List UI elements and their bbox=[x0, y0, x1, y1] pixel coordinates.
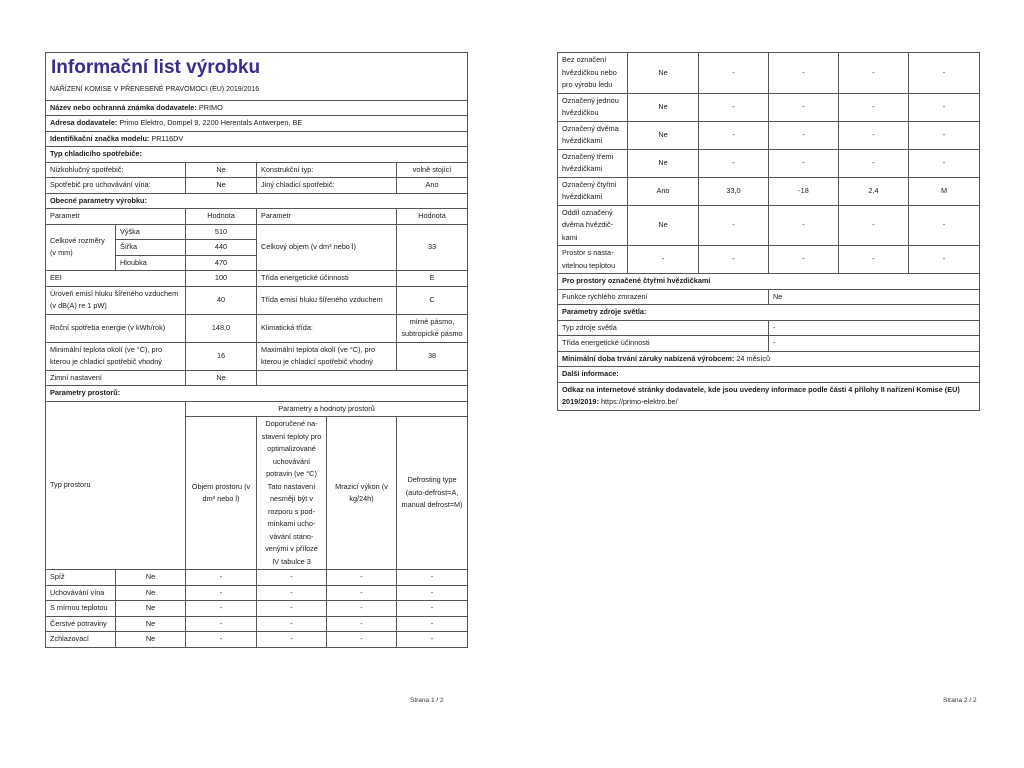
compartment-defrost-header: Defrosting type (auto-defrost=A, manual defrost=M) bbox=[397, 417, 468, 570]
compartment-row bbox=[46, 570, 468, 586]
light-source-header: Parametry zdroje světla: bbox=[558, 305, 980, 321]
eei-label: EEI bbox=[46, 271, 186, 287]
compartment-defrost: - bbox=[397, 585, 468, 601]
compartment-name: Oddíl označený dvěma hvězdičkami bbox=[558, 205, 628, 246]
depth-value: 470 bbox=[186, 255, 257, 271]
supplier-link-label: Odkaz na internetové stránky dodavatele, kde jsou uvedeny informace podle části 4 přílohy II nařízení Komise (EU) 2019/2019: bbox=[562, 384, 960, 406]
supplier-link[interactable]: https://primo-elektro.be/ bbox=[600, 397, 678, 406]
compartment-volume: - bbox=[699, 246, 769, 274]
supplier-value: PRIMO bbox=[198, 102, 223, 112]
param-col-header-right: Parametr bbox=[257, 209, 397, 225]
compartment-temp: - bbox=[257, 616, 327, 632]
light-type-value: - bbox=[769, 320, 980, 336]
compartment-freeze: - bbox=[839, 205, 909, 246]
four-star-header: Pro prostory označené čtyřmi hvězdičkami bbox=[558, 274, 980, 290]
compartment-name: Uchovávání vína bbox=[46, 585, 116, 601]
compartment-row bbox=[46, 616, 468, 632]
dimensions-label: Celkové rozměry (v mm) bbox=[46, 224, 116, 271]
wine-value: Ne bbox=[186, 178, 257, 194]
compartment-present: Ne bbox=[628, 149, 699, 177]
light-type-label: Typ zdroje světla bbox=[558, 320, 769, 336]
compartment-freeze-header: Mrazicí výkon (v kg/24h) bbox=[327, 417, 397, 570]
compartment-defrost: - bbox=[909, 205, 980, 246]
noise-value: 40 bbox=[186, 286, 257, 314]
address-row bbox=[46, 116, 468, 132]
compartment-volume: - bbox=[186, 601, 257, 617]
compartment-row bbox=[46, 585, 468, 601]
compartment-row bbox=[558, 93, 980, 121]
compartment-temp: - bbox=[257, 585, 327, 601]
compartment-present: Ne bbox=[628, 205, 699, 246]
model-value: PR116DV bbox=[151, 133, 184, 143]
total-volume-label: Celkový objem (v dm³ nebo l) bbox=[257, 224, 397, 271]
compartment-volume-header: Objem prostoru (v dm³ nebo l) bbox=[186, 417, 257, 570]
compartment-row bbox=[558, 149, 980, 177]
compartment-freeze: - bbox=[839, 121, 909, 149]
compartment-freeze: - bbox=[839, 93, 909, 121]
compartment-freeze: - bbox=[327, 585, 397, 601]
compartment-present: Ne bbox=[116, 585, 186, 601]
address-label: Adresa dodavatele: bbox=[50, 118, 118, 127]
compartment-present: Ne bbox=[116, 601, 186, 617]
compartment-params-header: Parametry a hodnoty prostorů bbox=[186, 401, 468, 417]
sheet-page-1 bbox=[45, 52, 467, 648]
compartment-volume: - bbox=[699, 205, 769, 246]
compartment-row bbox=[558, 205, 980, 246]
energy-class-value: E bbox=[397, 271, 468, 287]
compartment-temp: - bbox=[257, 570, 327, 586]
compartment-temp: - bbox=[769, 246, 839, 274]
compartment-defrost: - bbox=[397, 601, 468, 617]
compartment-temp: - bbox=[769, 93, 839, 121]
compartment-defrost: - bbox=[397, 570, 468, 586]
compartment-volume: - bbox=[699, 93, 769, 121]
climate-class-label: Klimatická třída: bbox=[257, 314, 397, 342]
total-volume-value: 33 bbox=[397, 224, 468, 271]
page-number-2: Strana 2 / 2 bbox=[943, 697, 977, 704]
sheet-page-2 bbox=[557, 52, 979, 411]
compartment-volume: - bbox=[699, 149, 769, 177]
fast-freeze-label: Funkce rychlého zmrazení bbox=[558, 289, 769, 305]
general-params-header: Obecné parametry výrobku: bbox=[46, 193, 468, 209]
compartment-name: Označený třemi hvězdičkami bbox=[558, 149, 628, 177]
compartment-freeze: - bbox=[327, 601, 397, 617]
compartment-temp: - bbox=[257, 632, 327, 648]
energy-class-label: Třída energetické účinnosti bbox=[257, 271, 397, 287]
height-label: Výška bbox=[116, 224, 186, 240]
max-temp-label: Maximální teplota okolí (ve °C), pro kterou je chladicí spotřebič vhodný bbox=[257, 342, 397, 370]
compartment-row bbox=[46, 632, 468, 648]
compartment-temp-header: Doporučené nastavení teploty pro optimalizované uchovávání potravin (ve °C) Tato nastavení nesmějí být v rozporu s podmínkami uchovávání stanovenými v příloze IV tabulce 3 bbox=[257, 417, 327, 570]
model-row bbox=[46, 131, 468, 147]
regulation-reference: NAŘÍZENÍ KOMISE V PŘENESENÉ PRAVOMOCI (EU) 2019/2016 bbox=[46, 83, 468, 100]
compartment-volume: - bbox=[186, 632, 257, 648]
compartment-defrost: - bbox=[909, 93, 980, 121]
construction-value: volně stojící bbox=[397, 162, 468, 178]
warranty-row bbox=[558, 351, 980, 367]
compartment-present: Ne bbox=[628, 121, 699, 149]
compartment-row bbox=[558, 246, 980, 274]
noise-class-label: Třída emisí hluku šířeného vzduchem bbox=[257, 286, 397, 314]
compartment-defrost: - bbox=[397, 616, 468, 632]
appliance-type-header: Typ chladicího spotřebiče: bbox=[46, 147, 468, 163]
compartment-type-label: Typ prostoru bbox=[46, 401, 186, 570]
noise-class-value: C bbox=[397, 286, 468, 314]
compartment-freeze: - bbox=[327, 632, 397, 648]
compartment-volume: - bbox=[186, 570, 257, 586]
compartment-volume: - bbox=[699, 53, 769, 94]
compartment-defrost: - bbox=[909, 121, 980, 149]
warranty-label: Minimální doba trvání záruky nabízená výrobcem: bbox=[562, 353, 735, 363]
compartment-present: Ne bbox=[628, 53, 699, 94]
width-label: Šířka bbox=[116, 240, 186, 256]
compartment-freeze: - bbox=[839, 53, 909, 94]
winter-setting-label: Zimní nastavení bbox=[46, 370, 186, 386]
compartment-row bbox=[558, 53, 980, 94]
annual-consumption-label: Roční spotřeba energie (v kWh/rok) bbox=[46, 314, 186, 342]
compartment-present: Ne bbox=[116, 570, 186, 586]
min-temp-value: 16 bbox=[186, 342, 257, 370]
compartment-row bbox=[558, 177, 980, 205]
compartment-name: Označený čtyřmi hvězdičkami bbox=[558, 177, 628, 205]
low-noise-value: Ne bbox=[186, 162, 257, 178]
compartment-freeze: - bbox=[839, 149, 909, 177]
address-value: Primo Elektro, Dompel 9, 2200 Herentals Antwerpen, BE bbox=[119, 118, 303, 127]
eei-value: 100 bbox=[186, 271, 257, 287]
compartment-freeze: - bbox=[327, 570, 397, 586]
compartment-defrost: - bbox=[909, 149, 980, 177]
compartment-row bbox=[558, 121, 980, 149]
compartment-name: Čerstvé potraviny bbox=[46, 616, 116, 632]
construction-label: Konstrukční typ: bbox=[257, 162, 397, 178]
compartment-name: Zchlazovací bbox=[46, 632, 116, 648]
compartment-name: Označený dvěma hvězdičkami bbox=[558, 121, 628, 149]
more-info-header: Další informace: bbox=[558, 367, 980, 383]
compartment-volume: - bbox=[699, 121, 769, 149]
noise-label: Úroveň emisí hluku šířeného vzduchem (v dB(A) re 1 pW) bbox=[46, 286, 186, 314]
compartment-present: Ne bbox=[116, 616, 186, 632]
compartment-temp: - bbox=[769, 121, 839, 149]
compartment-name: Prostor s nastavitelnou teplotou bbox=[558, 246, 628, 274]
compartment-temp: - bbox=[257, 601, 327, 617]
supplier-label: Název nebo ochranná známka dodavatele: bbox=[50, 102, 197, 112]
compartment-name: Spíž bbox=[46, 570, 116, 586]
depth-label: Hloubka bbox=[116, 255, 186, 271]
max-temp-value: 38 bbox=[397, 342, 468, 370]
min-temp-label: Minimální teplota okolí (ve °C), pro kterou je chladicí spotřebič vhodný bbox=[46, 342, 186, 370]
compartment-temp: - bbox=[769, 53, 839, 94]
compartment-present: Ne bbox=[628, 93, 699, 121]
low-noise-label: Nízkohlučný spotřebič: bbox=[46, 162, 186, 178]
other-appliance-value: Ano bbox=[397, 178, 468, 194]
value-col-header: Hodnota bbox=[186, 209, 257, 225]
winter-setting-value: Ne bbox=[186, 370, 257, 386]
compartment-present: Ne bbox=[116, 632, 186, 648]
warranty-value: 24 měsíců bbox=[736, 353, 771, 363]
other-appliance-label: Jiný chladicí spotřebič: bbox=[257, 178, 397, 194]
compartment-freeze: 2,4 bbox=[839, 177, 909, 205]
compartment-freeze: - bbox=[327, 616, 397, 632]
supplier-row bbox=[46, 100, 468, 116]
compartment-defrost: - bbox=[909, 53, 980, 94]
light-class-label: Třída energetické účinnosti bbox=[558, 336, 769, 352]
compartment-defrost: - bbox=[397, 632, 468, 648]
compartment-name: Označený jednou hvězdičkou bbox=[558, 93, 628, 121]
compartment-defrost: - bbox=[909, 246, 980, 274]
compartment-temp: - bbox=[769, 205, 839, 246]
compartments-continued-table bbox=[557, 52, 980, 411]
value-col-header-right: Hodnota bbox=[397, 209, 468, 225]
wine-label: Spotřebič pro uchovávání vína: bbox=[46, 178, 186, 194]
page-number-1: Strana 1 / 2 bbox=[410, 697, 444, 704]
param-col-header: Parametr bbox=[46, 209, 186, 225]
climate-class-value: mírné pásmo, subtropické pásmo bbox=[397, 314, 468, 342]
product-info-table bbox=[45, 52, 468, 648]
compartment-temp: -18 bbox=[769, 177, 839, 205]
compartment-volume: - bbox=[186, 616, 257, 632]
compartment-row bbox=[46, 601, 468, 617]
compartment-temp: - bbox=[769, 149, 839, 177]
light-class-value: - bbox=[769, 336, 980, 352]
compartment-volume: - bbox=[186, 585, 257, 601]
document-title: Informační list výrobku bbox=[46, 53, 468, 84]
compartments-header: Parametry prostorů: bbox=[46, 386, 468, 402]
width-value: 440 bbox=[186, 240, 257, 256]
compartment-defrost: M bbox=[909, 177, 980, 205]
compartment-freeze: - bbox=[839, 246, 909, 274]
compartment-name: Bez označení hvězdičkou nebo pro výrobu ledu bbox=[558, 53, 628, 94]
compartment-present: Ano bbox=[628, 177, 699, 205]
height-value: 510 bbox=[186, 224, 257, 240]
annual-consumption-value: 148,0 bbox=[186, 314, 257, 342]
fast-freeze-value: Ne bbox=[769, 289, 980, 305]
empty-cell bbox=[257, 370, 468, 386]
compartment-name: S mírnou teplotou bbox=[46, 601, 116, 617]
model-label: Identifikační značka modelu: bbox=[50, 133, 150, 143]
supplier-link-row bbox=[558, 382, 980, 410]
compartment-volume: 33,0 bbox=[699, 177, 769, 205]
compartment-present: - bbox=[628, 246, 699, 274]
